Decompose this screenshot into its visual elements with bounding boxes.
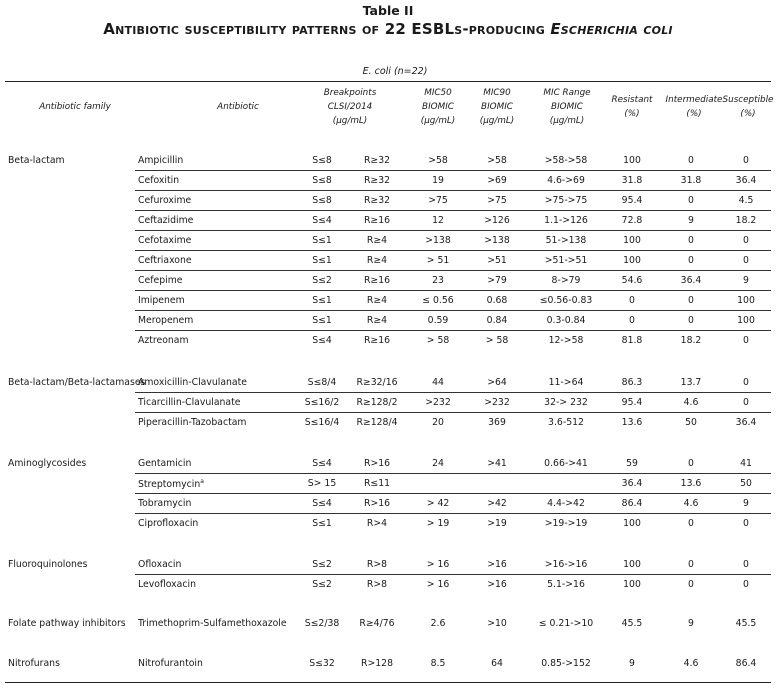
cell-antibiotic xyxy=(138,559,181,570)
cell-antibiotic xyxy=(138,478,204,490)
antibiotic-family-label: Aminoglycosides xyxy=(8,458,87,469)
cell-mic-range: 1.1->126 xyxy=(544,215,588,226)
cell-mic90: >138 xyxy=(484,235,510,246)
cell-resistant-breakpoint: R≥128/4 xyxy=(356,417,398,428)
antibiotic-name: Cefotaxime xyxy=(138,235,192,246)
table-row xyxy=(0,654,776,674)
cell-antibiotic xyxy=(138,417,246,428)
cell-mic50: 8.5 xyxy=(430,658,446,669)
antibiotic-name: Ceftazidime xyxy=(138,215,194,226)
cell-mic-range: >19->19 xyxy=(544,518,588,529)
cell-intermediate-pct: 0 xyxy=(688,295,694,306)
cell-mic-range: 5.1->16 xyxy=(547,579,585,590)
cell-mic-range: ≤0.56-0.83 xyxy=(539,295,593,306)
cell-antibiotic xyxy=(138,235,191,246)
cell-susceptible-breakpoint: S≤2 xyxy=(312,559,332,570)
antibiotic-name: Levofloxacin xyxy=(138,579,196,590)
cell-resistant-pct: 100 xyxy=(623,518,641,529)
cell-resistant-breakpoint: R≥16 xyxy=(363,335,391,346)
table-row xyxy=(0,231,776,251)
cell-intermediate-pct: 4.6 xyxy=(683,498,699,509)
cell-resistant-pct: 100 xyxy=(623,255,641,266)
cell-resistant-breakpoint: R≤11 xyxy=(363,478,391,489)
cell-resistant-breakpoint: R>4 xyxy=(366,518,388,529)
cell-intermediate-pct: 0 xyxy=(688,155,694,166)
cell-mic-range: 32-> 232 xyxy=(544,397,588,408)
cell-resistant-breakpoint: R≥32/16 xyxy=(356,377,398,388)
cell-mic50: 2.6 xyxy=(430,618,446,629)
group-header-ecoli: E. coli (n=22) xyxy=(362,66,428,77)
cell-susceptible-pct: 36.4 xyxy=(735,417,757,428)
cell-susceptible-pct: 0 xyxy=(743,155,749,166)
cell-resistant-pct: 0 xyxy=(629,295,635,306)
cell-intermediate-pct: 13.6 xyxy=(680,478,702,489)
header-breakpoints-line: Breakpoints xyxy=(323,88,377,98)
header-susceptible-line: Susceptible xyxy=(722,95,774,105)
header-breakpoints-line: CLSI/2014 xyxy=(327,102,373,112)
cell-antibiotic xyxy=(138,175,179,186)
header-resistant-line: Resistant xyxy=(611,95,653,105)
cell-susceptible-pct: 36.4 xyxy=(735,175,757,186)
cell-resistant-pct: 100 xyxy=(623,235,641,246)
cell-mic90: > 58 xyxy=(485,335,509,346)
cell-antibiotic xyxy=(138,315,193,326)
cell-mic90: >126 xyxy=(484,215,510,226)
cell-susceptible-pct: 50 xyxy=(740,478,752,489)
cell-mic-range: ≤ 0.21->10 xyxy=(538,618,594,629)
cell-resistant-breakpoint: R≥16 xyxy=(363,215,391,226)
antibiotic-name: Cefuroxime xyxy=(138,195,192,206)
cell-susceptible-breakpoint: S≤1 xyxy=(312,315,332,326)
cell-mic90: >51 xyxy=(487,255,507,266)
cell-mic90: 369 xyxy=(488,417,506,428)
cell-resistant-pct: 9 xyxy=(629,658,635,669)
cell-resistant-pct: 81.8 xyxy=(621,335,643,346)
cell-mic-range: 0.66->41 xyxy=(544,458,588,469)
table-row xyxy=(0,291,776,311)
cell-resistant-pct: 31.8 xyxy=(621,175,643,186)
antibiotic-family-label: Nitrofurans xyxy=(8,658,60,669)
cell-mic50: 23 xyxy=(432,275,444,286)
header-mic-range xyxy=(543,86,590,128)
header-mic90-line: MIC90 xyxy=(483,88,511,98)
cell-intermediate-pct: 0 xyxy=(688,559,694,570)
cell-susceptible-breakpoint: S≤8 xyxy=(312,175,332,186)
antibiotic-name: Ampicillin xyxy=(138,155,184,166)
antibiotic-family-label: Folate pathway inhibitors xyxy=(8,618,126,629)
table-row xyxy=(0,454,776,474)
cell-susceptible-breakpoint: S≤2/38 xyxy=(304,618,340,629)
table-row xyxy=(0,271,776,291)
header-mic50 xyxy=(421,86,455,128)
cell-susceptible-pct: 0 xyxy=(743,335,749,346)
cell-mic90: >75 xyxy=(487,195,507,206)
cell-susceptible-breakpoint: S≤4 xyxy=(312,458,332,469)
cell-intermediate-pct: 0 xyxy=(688,458,694,469)
antibiotic-name: Streptomycin xyxy=(138,479,201,491)
header-resistant xyxy=(612,93,653,121)
table-row xyxy=(0,171,776,191)
cell-mic90: >16 xyxy=(487,559,507,570)
cell-susceptible-pct: 0 xyxy=(743,518,749,529)
header-mic-range-line: BIOMIC xyxy=(551,102,583,112)
cell-mic90: >232 xyxy=(484,397,510,408)
cell-susceptible-pct: 0 xyxy=(743,579,749,590)
cell-resistant-breakpoint: R≥4 xyxy=(366,255,388,266)
cell-resistant-pct: 100 xyxy=(623,579,641,590)
antibiotic-name: Aztreonam xyxy=(138,335,189,346)
cell-susceptible-breakpoint: S≤4 xyxy=(312,498,332,509)
cell-resistant-breakpoint: R>8 xyxy=(366,559,388,570)
table-row xyxy=(0,393,776,413)
cell-resistant-pct: 72.8 xyxy=(621,215,643,226)
cell-resistant-breakpoint: R>8 xyxy=(366,579,388,590)
cell-intermediate-pct: 18.2 xyxy=(680,335,702,346)
cell-mic50: > 16 xyxy=(426,579,450,590)
cell-mic-range: 8->79 xyxy=(551,275,581,286)
cell-susceptible-breakpoint: S≤16/4 xyxy=(304,417,340,428)
table-title-text: Antibiotic susceptibility patterns of 22 ESBLs-producing xyxy=(103,20,551,38)
cell-resistant-breakpoint: R≥32 xyxy=(363,175,391,186)
cell-antibiotic xyxy=(138,255,192,266)
cell-intermediate-pct: 0 xyxy=(688,255,694,266)
cell-mic90: >41 xyxy=(487,458,507,469)
header-mic-range-line: MIC Range xyxy=(543,88,591,98)
cell-mic50: 20 xyxy=(432,417,444,428)
top-rule xyxy=(5,81,771,82)
cell-mic50: 12 xyxy=(432,215,444,226)
antibiotic-name: Imipenem xyxy=(138,295,185,306)
cell-susceptible-pct: 0 xyxy=(743,255,749,266)
cell-resistant-pct: 95.4 xyxy=(621,397,643,408)
cell-resistant-breakpoint: R>128 xyxy=(361,658,393,669)
cell-resistant-breakpoint: R≥4/76 xyxy=(359,618,395,629)
antibiotic-name: Ofloxacin xyxy=(138,559,182,570)
cell-resistant-breakpoint: R>16 xyxy=(363,458,391,469)
cell-intermediate-pct: 4.6 xyxy=(683,658,699,669)
cell-susceptible-pct: 18.2 xyxy=(735,215,757,226)
cell-antibiotic xyxy=(138,195,191,206)
cell-resistant-breakpoint: R>16 xyxy=(363,498,391,509)
cell-resistant-pct: 36.4 xyxy=(621,478,643,489)
cell-resistant-pct: 100 xyxy=(623,155,641,166)
antibiotic-name: Ticarcillin-Clavulanate xyxy=(138,397,241,408)
cell-resistant-breakpoint: R≥32 xyxy=(363,195,391,206)
cell-susceptible-pct: 9 xyxy=(743,275,749,286)
antibiotic-name: Ciprofloxacin xyxy=(138,518,199,529)
cell-susceptible-breakpoint: S≤8 xyxy=(312,155,332,166)
table-title-species: Escherichia coli xyxy=(550,20,673,38)
cell-susceptible-breakpoint: S≤4 xyxy=(312,335,332,346)
table-row xyxy=(0,151,776,171)
table-label: Table II xyxy=(362,3,414,18)
cell-susceptible-breakpoint: S≤2 xyxy=(312,579,332,590)
cell-mic90: >79 xyxy=(487,275,507,286)
header-susceptible-line: (%) xyxy=(740,109,756,119)
cell-resistant-breakpoint: R≥4 xyxy=(366,235,388,246)
cell-antibiotic xyxy=(138,295,185,306)
cell-mic90: 64 xyxy=(491,658,503,669)
cell-mic-range: 0.3-0.84 xyxy=(546,315,586,326)
cell-antibiotic xyxy=(138,275,182,286)
cell-intermediate-pct: 0 xyxy=(688,195,694,206)
cell-susceptible-pct: 100 xyxy=(737,315,755,326)
header-intermediate-line: Intermediate xyxy=(665,95,723,105)
cell-mic50: > 19 xyxy=(426,518,450,529)
cell-mic50: >58 xyxy=(428,155,448,166)
table-row xyxy=(0,614,776,634)
cell-susceptible-pct: 0 xyxy=(743,397,749,408)
cell-susceptible-pct: 0 xyxy=(743,559,749,570)
header-mic90-line: BIOMIC xyxy=(481,102,513,112)
cell-mic90: >42 xyxy=(487,498,507,509)
antibiotic-family-label: Fluoroquinolones xyxy=(8,559,88,570)
header-mic-range-line: (µg/mL) xyxy=(549,116,585,126)
cell-mic90: >16 xyxy=(487,579,507,590)
cell-intermediate-pct: 0 xyxy=(688,518,694,529)
cell-intermediate-pct: 9 xyxy=(688,215,694,226)
antibiotic-name: Trimethoprim-Sulfamethoxazole xyxy=(138,618,287,629)
antibiotic-name: Piperacillin-Tazobactam xyxy=(138,417,247,428)
cell-resistant-pct: 86.4 xyxy=(621,498,643,509)
cell-mic-range: >51->51 xyxy=(544,255,588,266)
header-mic90 xyxy=(480,86,514,128)
cell-susceptible-pct: 0 xyxy=(743,377,749,388)
cell-mic-range: >75->75 xyxy=(544,195,588,206)
cell-susceptible-pct: 9 xyxy=(743,498,749,509)
cell-intermediate-pct: 4.6 xyxy=(683,397,699,408)
cell-mic50: > 58 xyxy=(426,335,450,346)
cell-resistant-breakpoint: R≥4 xyxy=(366,295,388,306)
cell-susceptible-pct: 4.5 xyxy=(738,195,754,206)
cell-resistant-pct: 13.6 xyxy=(621,417,643,428)
cell-antibiotic xyxy=(138,215,193,226)
table-row xyxy=(0,211,776,231)
cell-intermediate-pct: 31.8 xyxy=(680,175,702,186)
cell-antibiotic xyxy=(138,335,189,346)
cell-antibiotic xyxy=(138,498,191,509)
header-breakpoints-line: (µg/mL) xyxy=(332,116,368,126)
cell-susceptible-breakpoint: S≤1 xyxy=(312,235,332,246)
cell-resistant-breakpoint: R≥16 xyxy=(363,275,391,286)
table-title xyxy=(0,20,776,38)
cell-antibiotic xyxy=(138,658,203,669)
antibiotic-name: Cefoxitin xyxy=(138,175,180,186)
header-breakpoints xyxy=(324,86,377,128)
cell-mic90: >19 xyxy=(487,518,507,529)
header-antibiotic: Antibiotic xyxy=(217,102,259,112)
table-row xyxy=(0,331,776,351)
cell-mic50: > 16 xyxy=(426,559,450,570)
cell-mic90: >10 xyxy=(487,618,507,629)
cell-intermediate-pct: 50 xyxy=(685,417,697,428)
table-row xyxy=(0,474,776,494)
cell-mic50: >75 xyxy=(428,195,448,206)
cell-intermediate-pct: 36.4 xyxy=(680,275,702,286)
header-intermediate xyxy=(666,93,723,121)
antibiotic-name: Meropenem xyxy=(138,315,194,326)
antibiotic-name: Ceftriaxone xyxy=(138,255,192,266)
cell-antibiotic xyxy=(138,518,198,529)
cell-intermediate-pct: 0 xyxy=(688,235,694,246)
cell-susceptible-breakpoint: S≤32 xyxy=(309,658,335,669)
antibiotic-name: Gentamicin xyxy=(138,458,192,469)
cell-mic50: >138 xyxy=(425,235,451,246)
cell-resistant-pct: 86.3 xyxy=(621,377,643,388)
cell-mic-range: 11->64 xyxy=(548,377,584,388)
footnote-marker: a xyxy=(200,478,204,485)
cell-intermediate-pct: 13.7 xyxy=(680,377,702,388)
header-antibiotic-family: Antibiotic family xyxy=(39,102,111,112)
cell-susceptible-breakpoint: S≤1 xyxy=(312,255,332,266)
cell-mic-range: 4.4->42 xyxy=(547,498,585,509)
cell-antibiotic xyxy=(138,155,183,166)
cell-resistant-pct: 45.5 xyxy=(621,618,643,629)
cell-mic90: 0.84 xyxy=(486,315,508,326)
cell-susceptible-pct: 0 xyxy=(743,235,749,246)
header-intermediate-line: (%) xyxy=(686,109,702,119)
cell-resistant-breakpoint: R≥32 xyxy=(363,155,391,166)
cell-mic50: > 51 xyxy=(426,255,450,266)
cell-antibiotic xyxy=(138,618,287,629)
cell-mic50: 0.59 xyxy=(427,315,449,326)
cell-mic50: ≤ 0.56 xyxy=(422,295,454,306)
cell-mic90: >64 xyxy=(487,377,507,388)
cell-resistant-pct: 100 xyxy=(623,559,641,570)
cell-susceptible-breakpoint: S≤16/2 xyxy=(304,397,340,408)
table-row xyxy=(0,191,776,211)
header-resistant-line: (%) xyxy=(624,109,640,119)
table-row xyxy=(0,373,776,393)
cell-mic50: > 42 xyxy=(426,498,450,509)
cell-susceptible-breakpoint: S≤4 xyxy=(312,215,332,226)
antibiotic-family-label: Beta-lactam xyxy=(8,155,65,166)
table-row xyxy=(0,514,776,534)
cell-mic50: 19 xyxy=(432,175,444,186)
cell-susceptible-pct: 86.4 xyxy=(735,658,757,669)
cell-mic-range: 3.6-512 xyxy=(548,417,584,428)
cell-antibiotic xyxy=(138,579,196,590)
cell-resistant-pct: 95.4 xyxy=(621,195,643,206)
cell-antibiotic xyxy=(138,377,247,388)
cell-resistant-pct: 0 xyxy=(629,315,635,326)
cell-mic-range: 51->138 xyxy=(545,235,587,246)
antibiotic-name: Amoxicillin-Clavulanate xyxy=(138,377,247,388)
header-mic50-line: BIOMIC xyxy=(422,102,454,112)
cell-resistant-breakpoint: R≥128/2 xyxy=(356,397,398,408)
antibiotic-name: Cefepime xyxy=(138,275,183,286)
cell-susceptible-breakpoint: S≤8 xyxy=(312,195,332,206)
cell-mic90: 0.68 xyxy=(486,295,508,306)
cell-susceptible-breakpoint: S≤1 xyxy=(312,295,332,306)
cell-susceptible-breakpoint: S> 15 xyxy=(307,478,337,489)
cell-mic-range: >58->58 xyxy=(544,155,588,166)
cell-mic90: >58 xyxy=(487,155,507,166)
cell-mic-range: >16->16 xyxy=(544,559,588,570)
table-row xyxy=(0,494,776,514)
table-row xyxy=(0,311,776,331)
cell-susceptible-breakpoint: S≤1 xyxy=(312,518,332,529)
cell-mic50: >232 xyxy=(425,397,451,408)
cell-susceptible-pct: 100 xyxy=(737,295,755,306)
cell-mic-range: 12->58 xyxy=(548,335,584,346)
cell-intermediate-pct: 0 xyxy=(688,315,694,326)
antibiotic-family-label: Beta-lactam/Beta-lactamases xyxy=(8,377,146,388)
cell-susceptible-breakpoint: S≤2 xyxy=(312,275,332,286)
table-row xyxy=(0,413,776,433)
cell-resistant-breakpoint: R≥4 xyxy=(366,315,388,326)
cell-mic50: 24 xyxy=(432,458,444,469)
cell-intermediate-pct: 9 xyxy=(688,618,694,629)
bottom-rule xyxy=(5,682,771,683)
cell-intermediate-pct: 0 xyxy=(688,579,694,590)
cell-resistant-pct: 54.6 xyxy=(621,275,643,286)
table-row xyxy=(0,575,776,595)
table-row xyxy=(0,555,776,575)
cell-mic-range: 0.85->152 xyxy=(541,658,591,669)
antibiotic-name: Tobramycin xyxy=(138,498,192,509)
cell-mic50: 44 xyxy=(432,377,444,388)
header-mic50-line: MIC50 xyxy=(424,88,452,98)
header-mic90-line: (µg/mL) xyxy=(479,116,515,126)
cell-mic90: >69 xyxy=(487,175,507,186)
antibiotic-name: Nitrofurantoin xyxy=(138,658,203,669)
table-row xyxy=(0,251,776,271)
cell-susceptible-pct: 45.5 xyxy=(735,618,757,629)
cell-mic-range: 4.6->69 xyxy=(547,175,585,186)
cell-antibiotic xyxy=(138,458,191,469)
cell-susceptible-pct: 41 xyxy=(740,458,752,469)
header-susceptible xyxy=(723,93,774,121)
header-mic50-line: (µg/mL) xyxy=(420,116,456,126)
cell-antibiotic xyxy=(138,397,241,408)
cell-susceptible-breakpoint: S≤8/4 xyxy=(307,377,337,388)
cell-resistant-pct: 59 xyxy=(626,458,638,469)
